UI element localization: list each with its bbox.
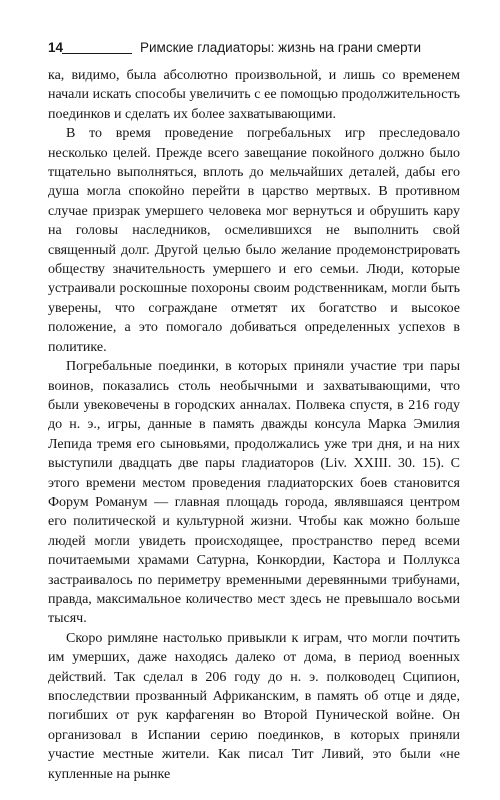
page-number: 14 [48,40,64,55]
page-header [48,40,460,60]
paragraph: В то время проведение погребальных игр преследовало несколько целей. Прежде всего завещание покойного должно было тщательно выполняться, вплоть до мельчайших деталей, дабы его душа могла спокойно перейти в царство мертвых. В противном случае призрак умершего человека мог вернуться и обрушить кару на головы наследников, осмелившихся не выполнить свой священный долг. Другой целью было желание продемонстрировать обществу значительность умершего и его семьи. Люди, которые устраивали роскошные похороны своим родственникам, могли быть уверены, что сограждане отметят их богатство и высокое положение, а это помогало добиваться определенных успехов в политике. [48,126,460,355]
body-text [48,66,460,784]
paragraph: Скоро римляне настолько привыкли к играм, что могли почтить им умерших, даже находясь далеко от дома, в период военных действий. Так сделал в 206 году до н. э. полководец Сципион, впоследствии прозванный Африканским, в память об отце и дяде, погибших от рук карфагенян во Второй Пунической войне. Он организовал в Испании серию поединков, в которых приняли участие местные жители. Как писал Тит Ливий, это были «не купленные на рынке [48,630,460,782]
paragraph: Погребальные поединки, в которых приняли участие три пары воинов, показались столь необычными и захватывающими, что были увековечены в городских анналах. Полвека спустя, в 216 году до н. э., игры, данные в память дважды консула Марка Эмилия Лепида тремя его сыновьями, продолжались уже три дня, и на них выступили двадцать две пары гладиаторов (Liv. XXIII. 30. 15). С этого времени местом проведения гладиаторских боев становится Форум Романум — главная площадь города, являвшаяся центром его политической и культурной жизни. Чтобы как можно больше людей могли увидеть происходящее, пространство перед всеми почитаемыми храмами Сатурна, Конкордии, Кастора и Поллукса застраивалось по периметру временными деревянными трибунами, правда, максимальное количество мест здесь не превышало восьми тысяч. [48,359,460,627]
running-title: Римские гладиаторы: жизнь на грани смерти [140,40,422,55]
header-rule [62,53,132,54]
paragraph: ка, видимо, была абсолютно произвольной, и лишь со временем начали искать способы увеличить с ее помощью продолжительность поединков и сделать их более захватывающими. [48,68,460,122]
